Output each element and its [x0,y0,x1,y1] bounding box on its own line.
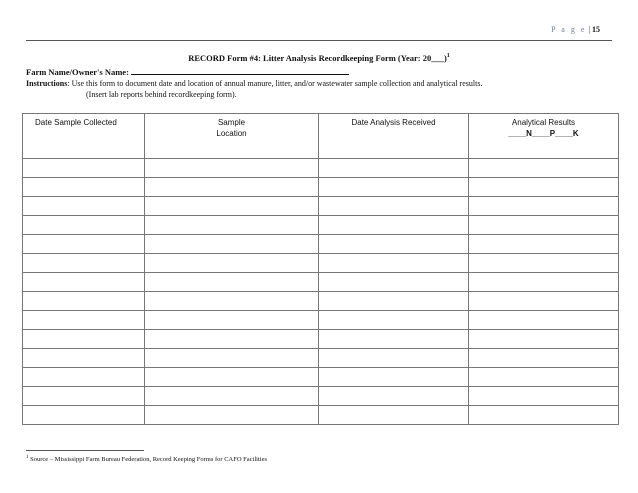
footnote-rule [26,450,144,451]
table-cell[interactable] [23,235,145,254]
table-row [23,216,619,235]
table-row [23,292,619,311]
table-cell[interactable] [23,197,145,216]
page-separator: | [588,25,590,34]
footnote [26,455,267,463]
instructions-label: Instructions [26,79,68,88]
table-header-row [23,114,619,159]
column-header-sample-location [145,114,319,159]
table-cell[interactable] [319,330,469,349]
table-cell[interactable] [469,349,619,368]
page-label: P a g e [551,25,587,34]
table-row [23,368,619,387]
table-cell[interactable] [469,216,619,235]
column-sublabel: ____N____P____K [508,129,579,138]
table-cell[interactable] [469,330,619,349]
table-cell[interactable] [23,311,145,330]
table-cell[interactable] [23,387,145,406]
instructions-line2: (Insert lab reports behind recordkeeping form). [86,90,237,99]
column-header-date-collected [23,114,145,159]
header-rule [26,40,612,41]
table-cell[interactable] [23,254,145,273]
farm-name-line [26,66,349,77]
table-cell[interactable] [145,159,319,178]
instructions-text: : Use this form to document date and location of annual manure, litter, and/or wastewater sample collection and analytical results. [67,79,483,88]
table-row [23,235,619,254]
page-number-value: 15 [592,25,600,34]
table-cell[interactable] [469,368,619,387]
table-cell[interactable] [319,273,469,292]
form-title-text: RECORD Form #4: Litter Analysis Recordkeeping Form (Year: 20___) [188,53,447,63]
table-cell[interactable] [23,368,145,387]
table-cell[interactable] [319,387,469,406]
table-cell[interactable] [319,406,469,425]
table-cell[interactable] [145,349,319,368]
table-cell[interactable] [23,349,145,368]
table-row [23,349,619,368]
table-cell[interactable] [145,387,319,406]
table-cell[interactable] [319,311,469,330]
table-cell[interactable] [145,178,319,197]
form-title [0,53,638,63]
footnote-text: Source – Mississippi Farm Bureau Federation, Record Keeping Forms for CAFO Facilities [28,456,267,464]
table-cell[interactable] [23,330,145,349]
table-cell[interactable] [319,216,469,235]
table-cell[interactable] [469,292,619,311]
table-row [23,387,619,406]
table-cell[interactable] [319,178,469,197]
table-row [23,330,619,349]
table-cell[interactable] [145,406,319,425]
table-row [23,311,619,330]
table-cell[interactable] [319,349,469,368]
table-cell[interactable] [319,197,469,216]
page-number [551,25,600,34]
table-cell[interactable] [23,216,145,235]
table-row [23,159,619,178]
column-sublabel: Location [216,129,247,138]
table-cell[interactable] [319,159,469,178]
table-row [23,273,619,292]
footnote-mark: 1 [26,455,29,460]
table-row [23,178,619,197]
table-cell[interactable] [145,273,319,292]
table-cell[interactable] [469,254,619,273]
table-cell[interactable] [469,178,619,197]
table-cell[interactable] [145,216,319,235]
table-cell[interactable] [319,235,469,254]
table-cell[interactable] [23,406,145,425]
table-cell[interactable] [145,292,319,311]
table-cell[interactable] [145,197,319,216]
table-cell[interactable] [145,330,319,349]
table-cell[interactable] [145,235,319,254]
column-header-date-received [319,114,469,159]
record-table [22,113,619,425]
column-label: Date Analysis Received [351,118,436,127]
table-cell[interactable] [469,159,619,178]
table-cell[interactable] [145,368,319,387]
table-cell[interactable] [469,311,619,330]
table-row [23,254,619,273]
title-footnote-mark: 1 [446,53,450,60]
column-header-analytical-results [469,114,619,159]
table-cell[interactable] [23,273,145,292]
table-cell[interactable] [469,406,619,425]
table-cell[interactable] [469,235,619,254]
farm-name-label: Farm Name/Owner's Name: [26,67,129,77]
table-cell[interactable] [469,273,619,292]
table-cell[interactable] [23,292,145,311]
table-cell[interactable] [319,368,469,387]
instructions [26,78,616,100]
column-label: Date Sample Collected [35,118,117,127]
column-label: Sample [217,118,246,127]
table-cell[interactable] [319,254,469,273]
table-cell[interactable] [145,311,319,330]
table-row [23,197,619,216]
column-label: Analytical Results [511,118,576,127]
table-cell[interactable] [469,197,619,216]
farm-name-blank[interactable] [131,66,349,75]
table-row [23,406,619,425]
table-cell[interactable] [319,292,469,311]
table-cell[interactable] [23,159,145,178]
table-cell[interactable] [145,254,319,273]
table-cell[interactable] [23,178,145,197]
table-cell[interactable] [469,387,619,406]
